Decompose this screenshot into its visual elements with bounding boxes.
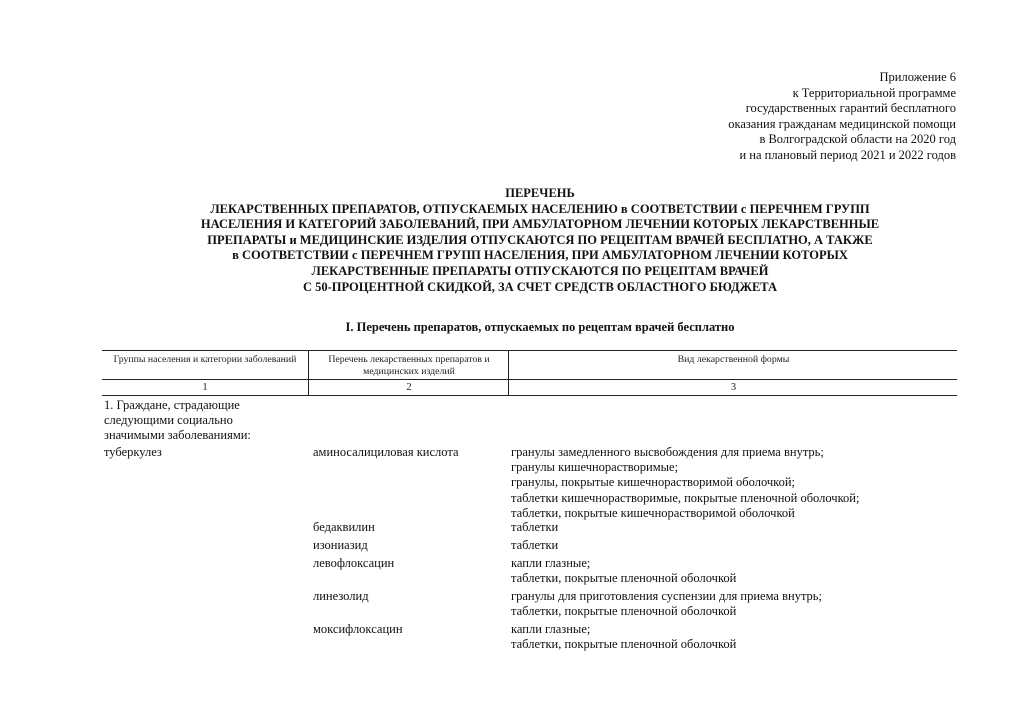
title-line: в СООТВЕТСТВИИ с ПЕРЕЧНЕМ ГРУПП НАСЕЛЕНИЯ, ПРИ АМБУЛАТОРНОМ ЛЕЧЕНИИ КОТОРЫХ bbox=[232, 248, 848, 263]
form-line: таблетки bbox=[511, 538, 559, 552]
group-heading-line: следующими социально bbox=[104, 413, 233, 428]
column-number: 1 bbox=[202, 382, 208, 393]
form-line: капли глазные; bbox=[511, 622, 591, 636]
disease-label: туберкулез bbox=[104, 445, 162, 459]
appendix-line: в Волгоградской области на 2020 год bbox=[759, 132, 956, 147]
appendix-line: оказания гражданам медицинской помощи bbox=[728, 116, 956, 131]
form-line: таблетки, покрытые кишечнорастворимой оболочкой bbox=[511, 505, 795, 520]
appendix-header bbox=[728, 70, 956, 164]
form-line: капли глазные; bbox=[511, 556, 591, 570]
appendix-line: Приложение 6 bbox=[879, 70, 956, 84]
table-header-divider bbox=[102, 379, 957, 380]
section-title: I. Перечень препаратов, отпускаемых по рецептам врачей бесплатно bbox=[345, 320, 735, 334]
title-line: ЛЕКАРСТВЕННЫЕ ПРЕПАРАТЫ ОТПУСКАЮТСЯ ПО РЕЦЕПТАМ ВРАЧЕЙ bbox=[311, 263, 769, 278]
group-heading-line: 1. Граждане, страдающие bbox=[104, 398, 240, 412]
form-line: гранулы для приготовления суспензии для приема внутрь; bbox=[511, 589, 822, 603]
title-line: НАСЕЛЕНИЯ И КАТЕГОРИЙ ЗАБОЛЕВАНИЙ, ПРИ АМБУЛАТОРНОМ ЛЕЧЕНИИ КОТОРЫХ ЛЕКАРСТВЕННЫЕ bbox=[200, 217, 880, 232]
drug-name: линезолид bbox=[313, 589, 369, 603]
form-line: таблетки, покрытые пленочной оболочкой bbox=[511, 604, 737, 619]
drug-name: левофлоксацин bbox=[313, 556, 395, 570]
table-header-drugs: Перечень лекарственных препаратов и медицинских изделий bbox=[328, 354, 490, 377]
form-line: таблетки, покрытые пленочной оболочкой bbox=[511, 637, 737, 652]
form-line: таблетки, покрытые пленочной оболочкой bbox=[511, 571, 737, 586]
document-title bbox=[60, 186, 1020, 295]
form-line: таблетки кишечнорастворимые, покрытые пленочной оболочкой; bbox=[511, 490, 860, 505]
drug-name: моксифлоксацин bbox=[313, 622, 403, 636]
group-heading-line: значимыми заболеваниями: bbox=[104, 428, 251, 443]
drug-name: аминосалициловая кислота bbox=[313, 445, 459, 459]
title-line: ЛЕКАРСТВЕННЫХ ПРЕПАРАТОВ, ОТПУСКАЕМЫХ НАСЕЛЕНИЮ в СООТВЕТСТВИИ с ПЕРЕЧНЕМ ГРУПП bbox=[210, 201, 870, 216]
drug-forms bbox=[511, 538, 558, 553]
appendix-line: к Территориальной программе bbox=[792, 85, 956, 100]
table-column-divider bbox=[508, 350, 509, 395]
title-line: ПЕРЕЧЕНЬ bbox=[505, 186, 575, 200]
table-header-groups: Группы населения и категории заболеваний bbox=[113, 354, 297, 365]
form-line: таблетки bbox=[511, 520, 559, 534]
form-line: гранулы кишечнорастворимые; bbox=[511, 460, 679, 475]
table-header-forms: Вид лекарственной формы bbox=[677, 354, 790, 365]
appendix-line: государственных гарантий бесплатного bbox=[745, 101, 956, 116]
drug-name: изониазид bbox=[313, 538, 368, 552]
appendix-line: и на плановый период 2021 и 2022 годов bbox=[739, 147, 956, 162]
table-column-divider bbox=[308, 350, 309, 395]
drug-forms bbox=[511, 556, 736, 586]
drug-name: бедаквилин bbox=[313, 520, 375, 534]
drug-forms bbox=[511, 520, 558, 535]
title-line: ПРЕПАРАТЫ и МЕДИЦИНСКИЕ ИЗДЕЛИЯ ОТПУСКАЮТСЯ ПО РЕЦЕПТАМ ВРАЧЕЙ БЕСПЛАТНО, А ТАКЖЕ bbox=[207, 232, 873, 247]
form-line: гранулы, покрытые кишечнорастворимой оболочкой; bbox=[511, 475, 796, 490]
table-numbers-divider bbox=[102, 395, 957, 396]
column-number: 3 bbox=[730, 382, 737, 393]
drug-forms bbox=[511, 622, 736, 652]
drug-forms bbox=[511, 589, 822, 619]
form-line: гранулы замедленного высвобождения для приема внутрь; bbox=[511, 445, 824, 459]
title-line: С 50-ПРОЦЕНТНОЙ СКИДКОЙ, ЗА СЧЕТ СРЕДСТВ ОБЛАСТНОГО БЮДЖЕТА bbox=[302, 279, 778, 294]
group-heading bbox=[104, 398, 251, 444]
column-number: 2 bbox=[406, 382, 412, 393]
table-top-border bbox=[102, 350, 957, 351]
drug-forms bbox=[511, 445, 859, 521]
